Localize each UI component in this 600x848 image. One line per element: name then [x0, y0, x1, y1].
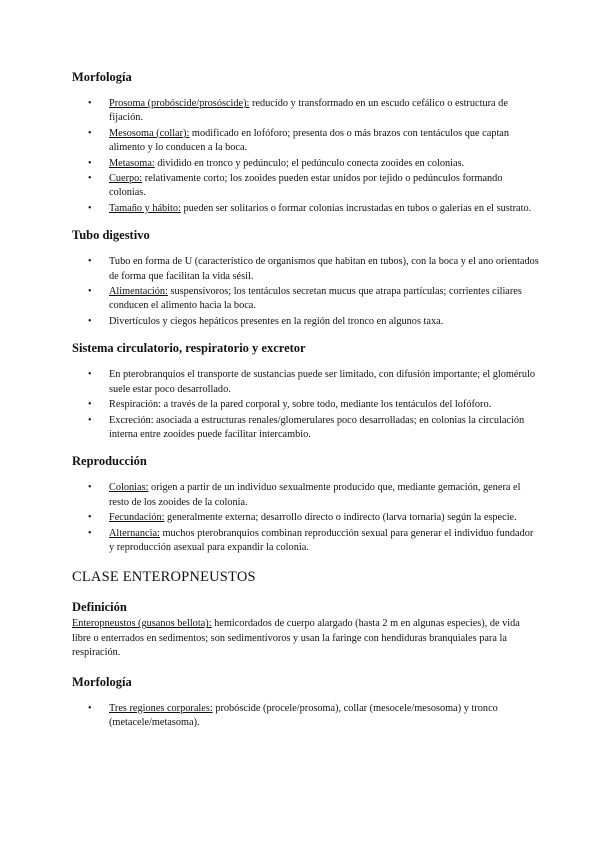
bullet-list: [72, 481, 540, 555]
item-text: suspensívoros; los tentáculos secretan mucus que atrapa partículas; corrientes ciliares conducen el alimento hacia la boca.: [109, 286, 522, 312]
item-term: Cuerpo:: [109, 173, 143, 185]
section-title: Morfología: [72, 70, 132, 84]
item-text: pueden ser solitarios o formar colonias incrustadas en tubos o galerías en el sustrato.: [180, 202, 532, 214]
bullet-list: [72, 702, 540, 731]
item-text: Excreción: asociada a estructuras renales/glomerulares poco desarrolladas; en colonias la circulación interna entre zooides puede facilitar intercambio.: [109, 414, 525, 440]
section-morfologia-2: [72, 675, 540, 731]
item-text: En pterobranquios el transporte de sustancias puede ser limitado, con difusión importante; el glomérulo suele estar poco desarrollado.: [109, 369, 536, 395]
list-item: [72, 511, 540, 525]
item-term: Tamaño y hábito:: [109, 202, 181, 214]
section-title: Definición: [72, 600, 127, 615]
list-item: [72, 127, 540, 156]
definition-text: hemicordados de cuerpo alargado (hasta 2 m en algunas especies), de vida libre o enterrados en sedimentos; son sedimentívoros y usan la faringe con hendiduras branquiales para la respiración.: [72, 618, 520, 659]
item-term: Tres regiones corporales:: [109, 702, 213, 714]
list-item: [72, 202, 540, 216]
list-item: [72, 157, 540, 171]
item-text: Respiración: a través de la pared corporal y, sobre todo, mediante los tentáculos del lofóforo.: [109, 399, 492, 411]
section-title: Tubo digestivo: [72, 228, 150, 243]
definition-term: Enteropneustos (gusanos bellota):: [72, 618, 212, 630]
list-item: [72, 702, 540, 731]
section-tubo-digestivo: [72, 228, 540, 329]
list-item: [72, 527, 540, 556]
item-term: Mesosoma (collar):: [109, 127, 190, 139]
bullet-list: [72, 255, 540, 329]
bullet-list: [72, 97, 540, 216]
list-item: [72, 172, 540, 201]
item-text: Divertículos y ciegos hepáticos presentes en la región del tronco en algunos taxa.: [109, 315, 444, 327]
definition-paragraph: [72, 617, 540, 660]
section-title: Reproducción: [72, 454, 147, 469]
item-text: dividido en tronco y pedúnculo; el pedúnculo conecta zooides en colonias.: [154, 157, 465, 169]
list-item: [72, 315, 540, 329]
bullet-list: [72, 368, 540, 442]
section-title: Morfología: [72, 674, 132, 689]
item-term: Alimentación:: [109, 286, 168, 298]
list-item: [72, 255, 540, 284]
item-text: Tubo en forma de U (característico de organismos que habitan en tubos), con la boca y el ano orientados de forma que facilitan la vida sésil.: [109, 256, 539, 282]
section-sistema-circulatorio: [72, 341, 540, 442]
item-term: Fecundación:: [109, 512, 165, 524]
item-text: modificado en lofóforo; presenta dos o más brazos con tentáculos que captan alimento y lo conducen a la boca.: [109, 127, 510, 154]
section-morfologia: [72, 70, 540, 216]
list-item: [72, 398, 540, 412]
list-item: [72, 481, 540, 510]
class-title: CLASE ENTEROPNEUSTOS: [72, 569, 256, 586]
item-term: Prosoma (probóscide/prosóscide):: [109, 98, 250, 109]
item-term: Colonias:: [109, 482, 149, 494]
list-item: [72, 97, 540, 126]
section-title: Sistema circulatorio, respiratorio y excretor: [72, 341, 306, 356]
item-term: Metasoma:: [109, 157, 155, 169]
item-text: reducido y transformado en un escudo cefálico o estructura de fijación.: [109, 98, 508, 124]
item-text: probóscide (procele/prosoma), collar (mesocele/mesosoma) y tronco (metacele/metasoma).: [109, 702, 498, 728]
section-reproduccion: [72, 454, 540, 555]
list-item: [72, 414, 540, 443]
item-term: Alternancia:: [109, 527, 160, 539]
item-text: relativamente corto; los zooides pueden estar unidos por tejido o pedúnculos formando colonias.: [109, 173, 503, 199]
item-text: muchos pterobranquios combinan reproducción sexual para generar el individuo fundador y reproducción asexual para expandir la colonia.: [109, 527, 534, 553]
section-definicion: [72, 600, 540, 660]
item-text: generalmente externa; desarrollo directo o indirecto (larva tornaria) según la especie.: [164, 512, 517, 524]
list-item: [72, 368, 540, 397]
list-item: [72, 285, 540, 314]
item-text: origen a partir de un individuo sexualmente producido que, mediante gemación, genera el resto de los zooides de la colonia.: [109, 482, 521, 508]
